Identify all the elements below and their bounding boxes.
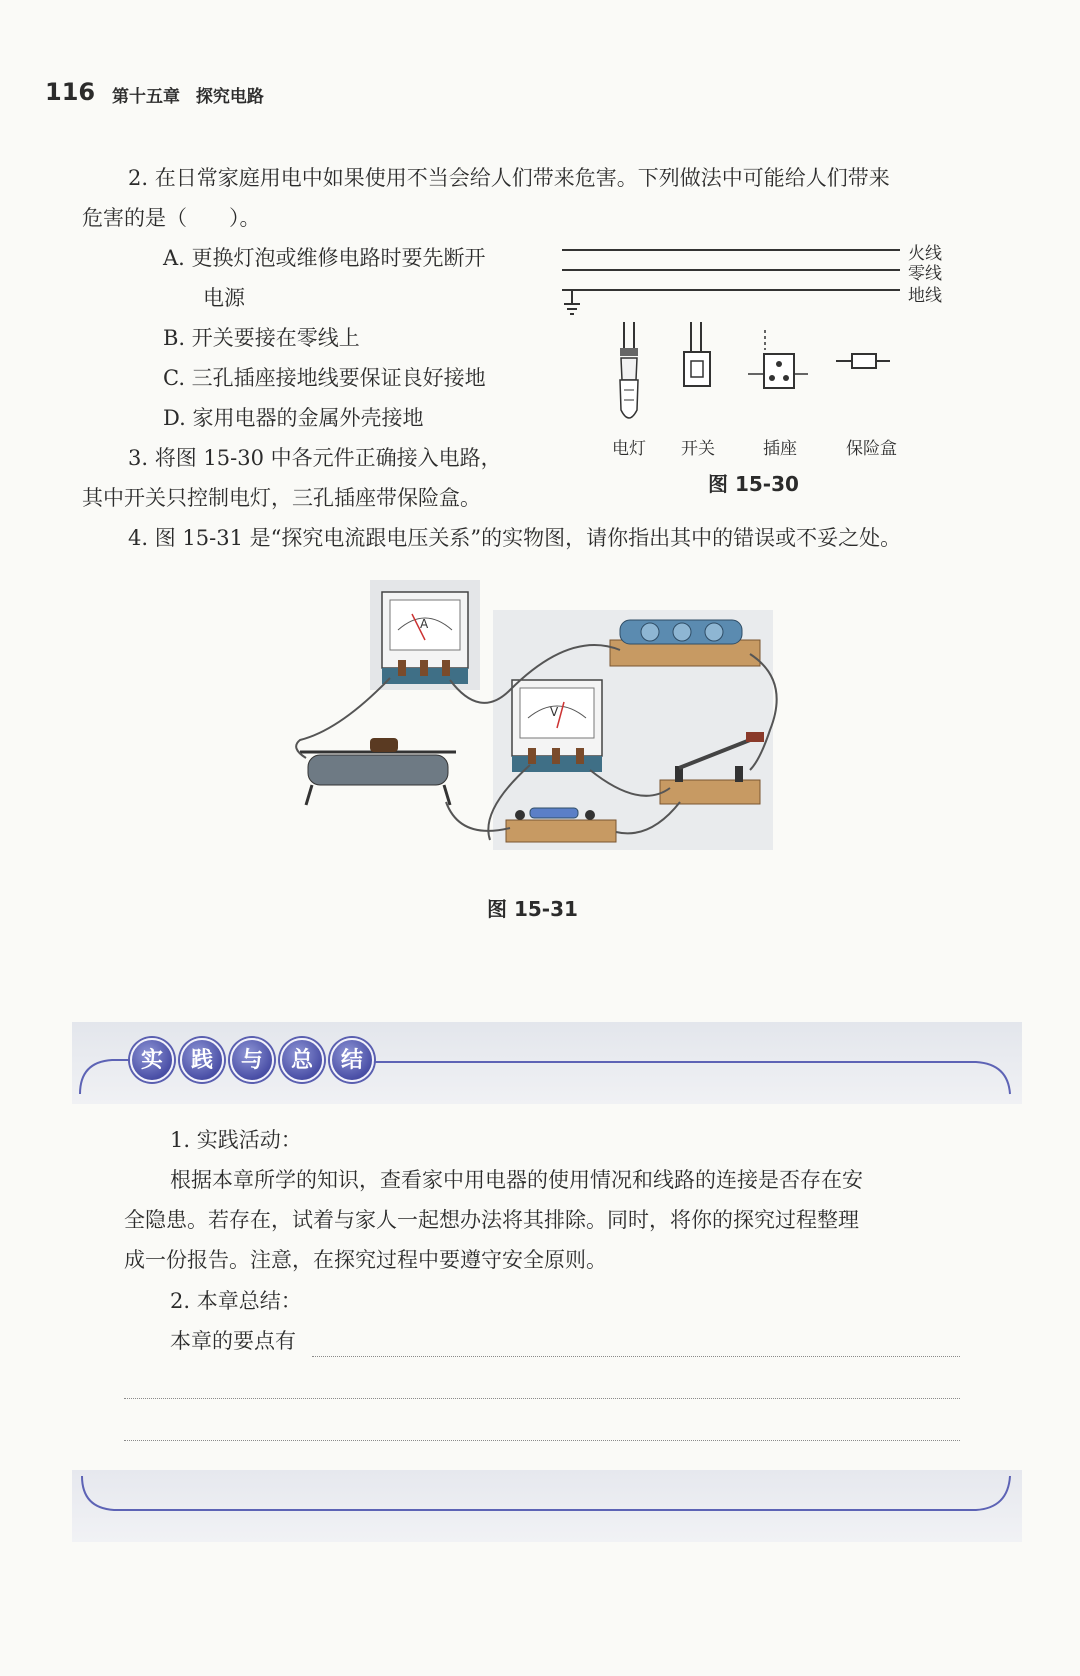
option-c: C. 三孔插座接地线要保证良好接地 [163,366,486,390]
battery-box [610,620,760,666]
page-number: 116 [45,78,96,106]
banner-char-5: 结 [330,1038,374,1082]
fuse-box-label: 保险盒 [846,439,897,459]
chapter-number: 第十五章 [112,87,180,107]
option-d: D. 家用电器的金属外壳接地 [163,406,424,430]
question-4: 4. 图 15-31 是“探究电流跟电压关系”的实物图，请你指出其中的错误或不妥之处。 [128,526,902,550]
banner-char-1: 实 [130,1038,174,1082]
figure-15-30 [560,230,960,460]
switch-icon [684,322,710,386]
option-a-cont: 电源 [203,286,245,310]
answer-line-3 [124,1440,960,1441]
summary-prompt: 本章的要点有 [170,1329,296,1353]
banner-char-3: 与 [230,1038,274,1082]
ground-wire-label: 地线 [908,286,942,306]
chapter-header [112,82,264,107]
figure-15-31 [280,570,820,890]
question-3-line1: 3. 将图 15-30 中各元件正确接入电路， [128,446,502,470]
live-wire-label: 火线 [908,244,942,264]
bottom-frame-lines [72,1470,1022,1542]
voltmeter-symbol: V [550,705,559,719]
rheostat [300,738,456,805]
question-2-line1: 2. 在日常家庭用电中如果使用不当会给人们带来危害。下列做法中可能给人们带来 [128,166,890,190]
switch-label: 开关 [681,439,715,459]
socket-icon [748,330,808,388]
practice-item-2-title: 2. 本章总结： [170,1289,302,1313]
option-a: A. 更换灯泡或维修电路时要先断开 [163,246,486,270]
practice-body-line2: 全隐患。若存在，试着与家人一起想办法将其排除。同时，将你的探究过程整理 [124,1208,859,1232]
practice-body-line3: 成一份报告。注意，在探究过程中要遵守安全原则。 [124,1248,607,1272]
neutral-wire-label: 零线 [908,264,942,284]
voltmeter [512,680,602,772]
figure-15-31-caption: 图 15-31 [487,897,578,921]
option-b: B. 开关要接在零线上 [163,326,360,350]
chapter-title: 探究电路 [195,87,264,107]
figure-15-30-caption: 图 15-30 [708,472,799,496]
answer-line-1 [312,1356,960,1357]
practice-item-1-title: 1. 实践活动： [170,1128,302,1152]
question-3-line2: 其中开关只控制电灯，三孔插座带保险盒。 [82,486,481,510]
ammeter [382,592,468,684]
question-2-line2: 危害的是（ ）。 [82,206,261,230]
lamp-label: 电灯 [612,439,646,459]
lamp-icon [620,322,638,418]
socket-label: 插座 [763,439,797,459]
answer-line-2 [124,1398,960,1399]
fuse-box-icon [836,354,890,368]
ammeter-symbol: A [420,617,429,631]
practice-body-line1: 根据本章所学的知识，查看家中用电器的使用情况和线路的连接是否存在安 [170,1168,863,1192]
banner-char-2: 践 [180,1038,224,1082]
banner-char-4: 总 [280,1038,324,1082]
ground-symbol [564,290,580,314]
